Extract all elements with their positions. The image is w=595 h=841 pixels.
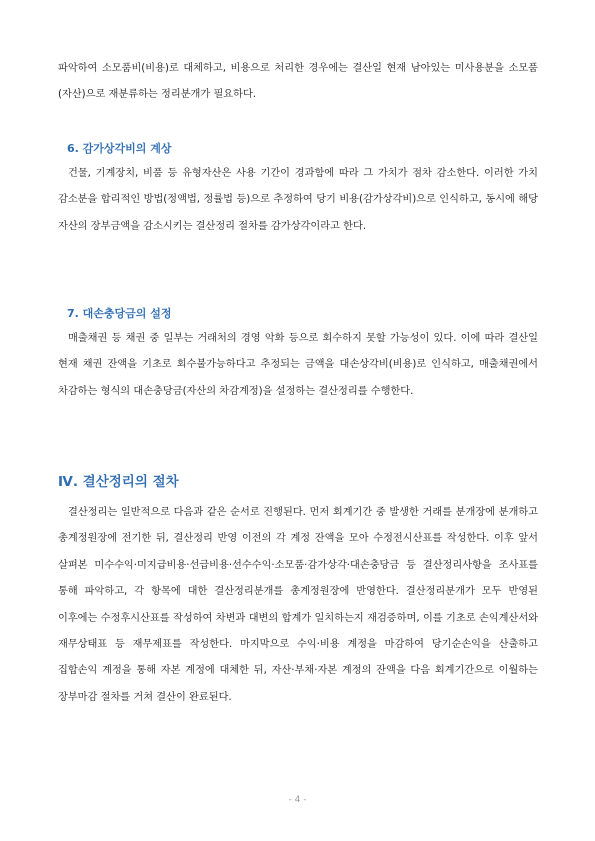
section-6-heading: 6. 감가상각비의 계상 <box>67 142 172 155</box>
chapter-4-heading: Ⅳ. 결산정리의 절차 <box>58 474 179 490</box>
intro-block <box>58 56 538 109</box>
section-6-paragraph: 건물, 기계장치, 비품 등 유형자산은 사용 기간이 경과함에 따라 그 가치가 점차 감소한다. 이러한 가치 감소분을 합리적인 방법(정액법, 정률법 등)으로 추정하여 당기 비용(감가상각비)으로 인식하고, 동시에 해당 자산의 장부금액을 감소시키는 결산정리 절차를 감가상각이라고 한다. <box>58 168 538 232</box>
section-6-block <box>58 161 538 240</box>
section-7-heading: 7. 대손충당금의 설정 <box>67 307 172 320</box>
section-7-paragraph: 매출채권 등 채권 중 일부는 거래처의 경영 악화 등으로 회수하지 못할 가능성이 있다. 이에 따라 결산일 현재 채권 잔액을 기초로 회수불가능하다고 추정되는 금액을 대손상각비(비용)로 인식하고, 매출채권에서 차감하는 형식의 대손충당금(자산의 차감계정)을 설정하는 결산정리를 수행한다. <box>58 333 538 397</box>
intro-paragraph: 파악하여 소모품비(비용)로 대체하고, 비용으로 처리한 경우에는 결산일 현재 남아있는 미사용분을 소모품(자산)으로 재분류하는 정리분개가 필요하다. <box>58 63 538 101</box>
section-7-block <box>58 326 538 405</box>
chapter-4-paragraph: 결산정리는 일반적으로 다음과 같은 순서로 진행된다. 먼저 회계기간 중 발생한 거래를 분개장에 분개하고 총계정원장에 전기한 뒤, 결산정리 반영 이전의 각 계정 잔액을 모아 수정전시산표를 작성한다. 이후 앞서 살펴본 미수수익·미지급비용·선급비용·선수수익·소모품·감가상각·대손충당금 등 결산정리사항을 조사표를 통해 파악하고, 각 항목에 대한 결산정리분개를 총계정원장에 반영한다. 결산정리분개가 모두 반영된 이후에는 수정후시산표를 작성하여 차변과 대변의 합계가 일치하는지 재검증하며, 이를 기초로 손익계산서와 재무상태표 등 재무제표를 작성한다. 마지막으로 수익·비용 계정을 마감하여 당기순손익을 산출하고 집합손익 계정을 통해 자본 계정에 대체한 뒤, 자산·부채·자본 계정의 잔액을 다음 회계기간으로 이월하는 장부마감 절차를 거쳐 결산이 완료된다. <box>58 507 538 703</box>
chapter-4-block <box>58 500 538 711</box>
page-number: - 4 - <box>288 795 307 805</box>
